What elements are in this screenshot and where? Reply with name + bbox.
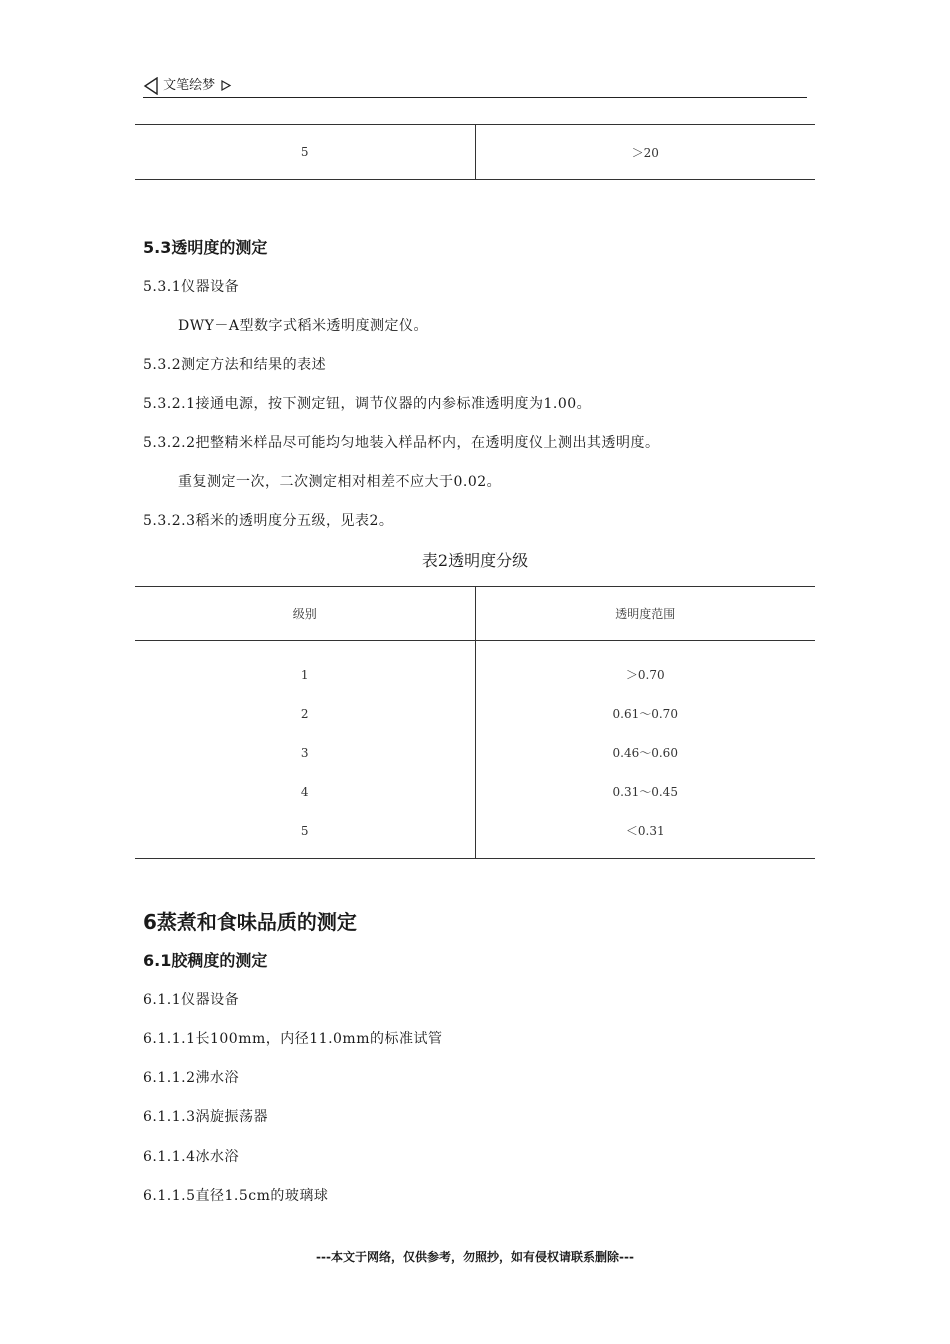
table-cell-grade: 4 — [135, 772, 475, 811]
table-row — [135, 811, 815, 859]
table-caption: 表2透明度分级 — [421, 551, 529, 570]
paragraph: DWY－A型数字式稻米透明度测定仪。 — [178, 318, 428, 334]
table-cell-range: 0.46～0.60 — [612, 746, 678, 760]
paragraph: 6.1.1.3涡旋振荡器 — [143, 1109, 268, 1125]
page-header — [143, 74, 233, 95]
paragraph: 6.1.1.1长100mm，内径11.0mm的标准试管 — [143, 1031, 443, 1047]
paragraph: 5.3.2.1接通电源，按下测定钮，调节仪器的内参标准透明度为1.00。 — [143, 396, 592, 412]
paragraph: 5.3.2测定方法和结果的表述 — [143, 357, 327, 373]
paragraph: 6.1.1仪器设备 — [143, 992, 240, 1008]
page-footer: ---本文于网络，仅供参考，勿照抄，如有侵权请联系删除--- — [316, 1250, 634, 1264]
table-cell-grade: 1 — [135, 641, 475, 695]
header-rule — [143, 97, 807, 98]
triangle-right-icon — [219, 78, 233, 94]
column-header-grade: 级别 — [135, 587, 475, 641]
table-cell-grade: 5 — [135, 125, 475, 180]
paragraph: 6.1.1.5直径1.5cm的玻璃球 — [143, 1188, 329, 1204]
table-1-continued — [135, 124, 815, 180]
table-cell-range: 0.61～0.70 — [612, 707, 678, 721]
table-cell-value: ＞20 — [631, 145, 659, 160]
header-title: 文笔绘梦 — [163, 78, 216, 93]
table-2-transparency-grades — [135, 586, 815, 859]
table-cell-range: 0.31～0.45 — [612, 785, 678, 799]
table-row — [135, 733, 815, 772]
paragraph: 5.3.2.2把整精米样品尽可能均匀地装入样品杯内，在透明度仪上测出其透明度。 — [143, 435, 660, 451]
table-row — [135, 694, 815, 733]
paragraph: 重复测定一次，二次测定相对相差不应大于0.02。 — [178, 474, 502, 490]
paragraph: 6.1.1.4冰水浴 — [143, 1149, 239, 1165]
column-header-range: 透明度范围 — [475, 587, 815, 641]
paragraph: 5.3.2.3稻米的透明度分五级，见表2。 — [143, 513, 394, 529]
section-title-6-1: 6.1胶稠度的测定 — [143, 951, 268, 970]
table-cell-grade: 2 — [135, 694, 475, 733]
table-cell-range: ＜0.31 — [625, 824, 665, 838]
paragraph: 6.1.1.2沸水浴 — [143, 1070, 239, 1086]
paragraph: 5.3.1仪器设备 — [143, 279, 240, 295]
table-header-row — [135, 587, 815, 641]
table-row — [135, 641, 815, 695]
table-cell-range: ＞0.70 — [625, 668, 665, 682]
section-title-6: 6蒸煮和食味品质的测定 — [143, 910, 357, 934]
table-row — [135, 772, 815, 811]
table-cell-grade: 5 — [135, 811, 475, 859]
table-row — [135, 125, 815, 180]
section-title-5-3: 5.3透明度的测定 — [143, 238, 268, 257]
table-cell-grade: 3 — [135, 733, 475, 772]
triangle-left-icon — [143, 77, 159, 95]
